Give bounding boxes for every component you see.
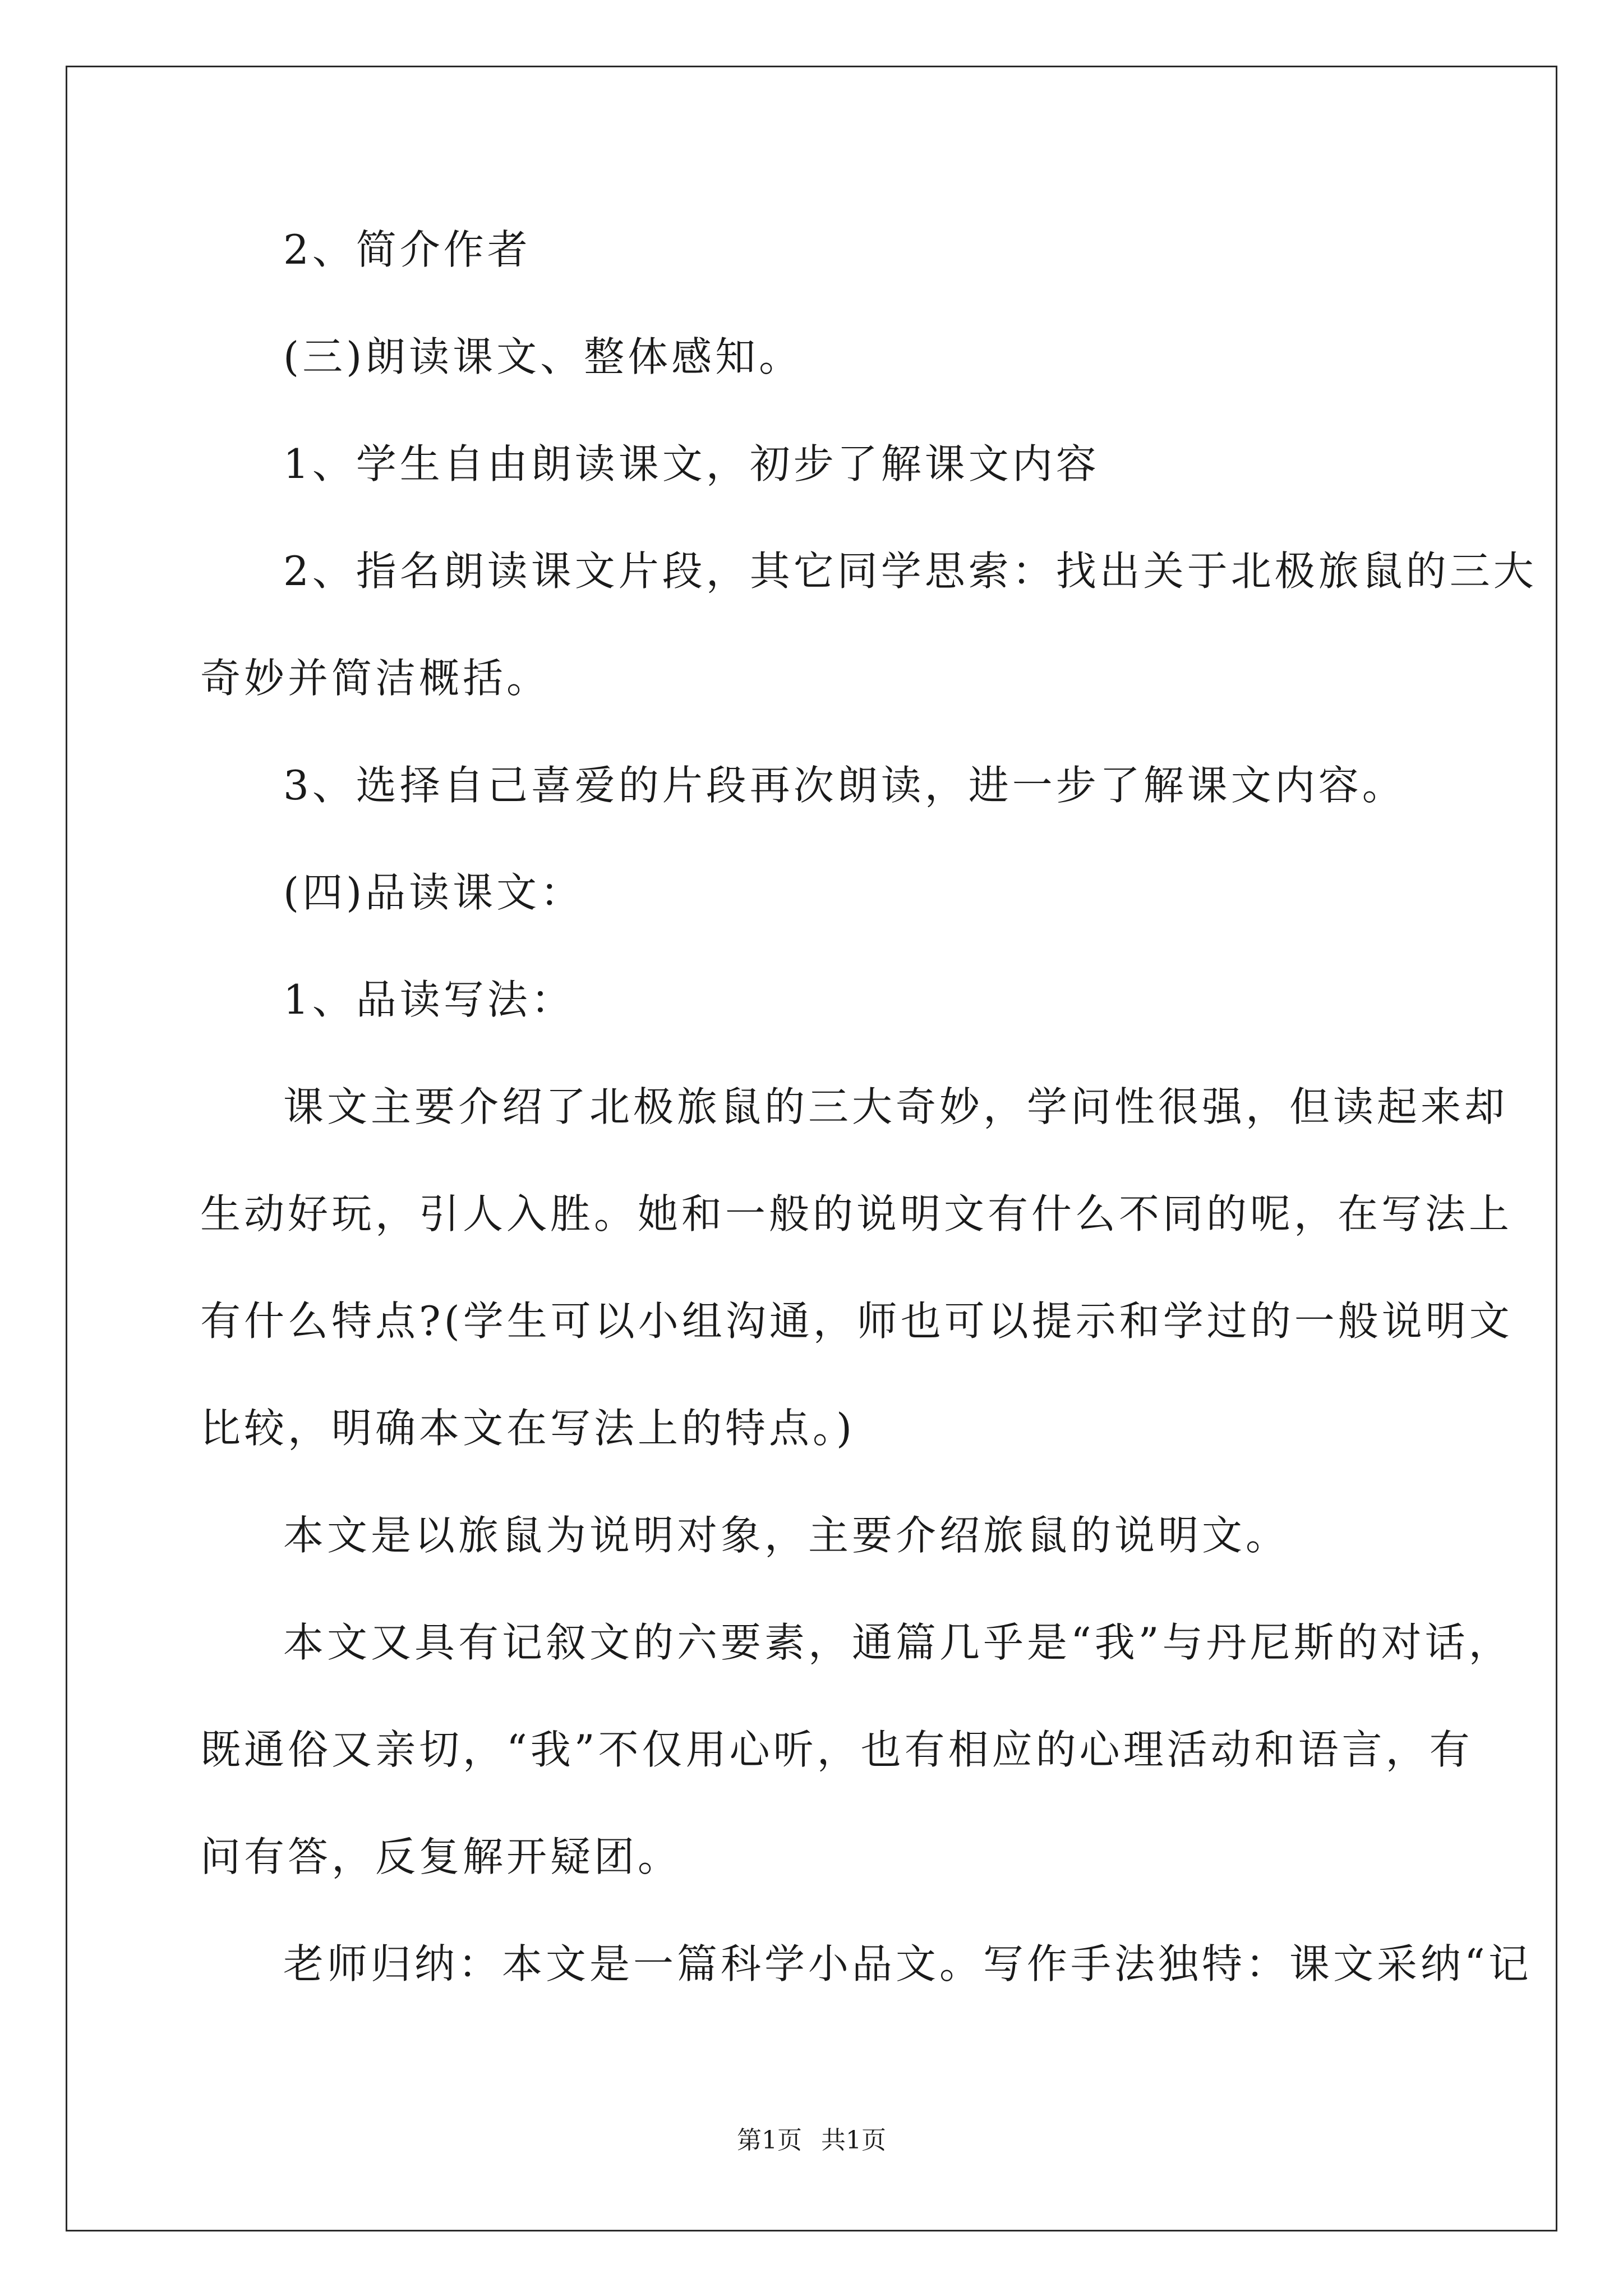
page-border: [66, 66, 1557, 2231]
text-line: 1、品读写法：: [283, 976, 575, 1023]
text-line: 1、学生自由朗读课文，初步了解课文内容: [283, 440, 1100, 487]
page-number-total: 共1页: [821, 2126, 886, 2155]
text-line: 问有答，反复解开疑团。: [200, 1833, 682, 1880]
text-line: 比较，明确本文在写法上的特点。): [200, 1405, 856, 1452]
text-line: 既通俗又亲切，“我”不仅用心听，也有相应的心理活动和语言，有: [200, 1726, 1473, 1773]
text-line: 老师归纳：本文是一篇科学小品文。写作手法独特：课文采纳“记: [283, 1940, 1532, 1987]
text-line: 有什么特点?(学生可以小组沟通，师也可以提示和学过的一般说明文: [200, 1297, 1513, 1345]
text-line: 2、指名朗读课文片段，其它同学思索：找出关于北极旅鼠的三大: [283, 547, 1537, 595]
text-line: 生动好玩，引人入胜。她和一般的说明文有什么不同的呢，在写法上: [200, 1190, 1513, 1237]
page-number-current: 第1页: [737, 2126, 802, 2155]
text-line: 3、选择自己喜爱的片段再次朗读，进一步了解课文内容。: [283, 762, 1406, 809]
text-line: (三)朗读课文、整体感知。: [283, 333, 803, 380]
text-line: 奇妙并简洁概括。: [200, 655, 551, 702]
text-line: (四)品读课文：: [283, 869, 584, 916]
text-line: 本文是以旅鼠为说明对象，主要介绍旅鼠的说明文。: [283, 1512, 1290, 1559]
text-line: 课文主要介绍了北极旅鼠的三大奇妙，学问性很强，但读起来却: [283, 1083, 1509, 1130]
page-footer: [0, 2124, 1623, 2157]
text-line: 2、简介作者: [283, 226, 531, 273]
text-line: 本文又具有记叙文的六要素，通篇几乎是“我”与丹尼斯的对话，: [283, 1619, 1513, 1666]
